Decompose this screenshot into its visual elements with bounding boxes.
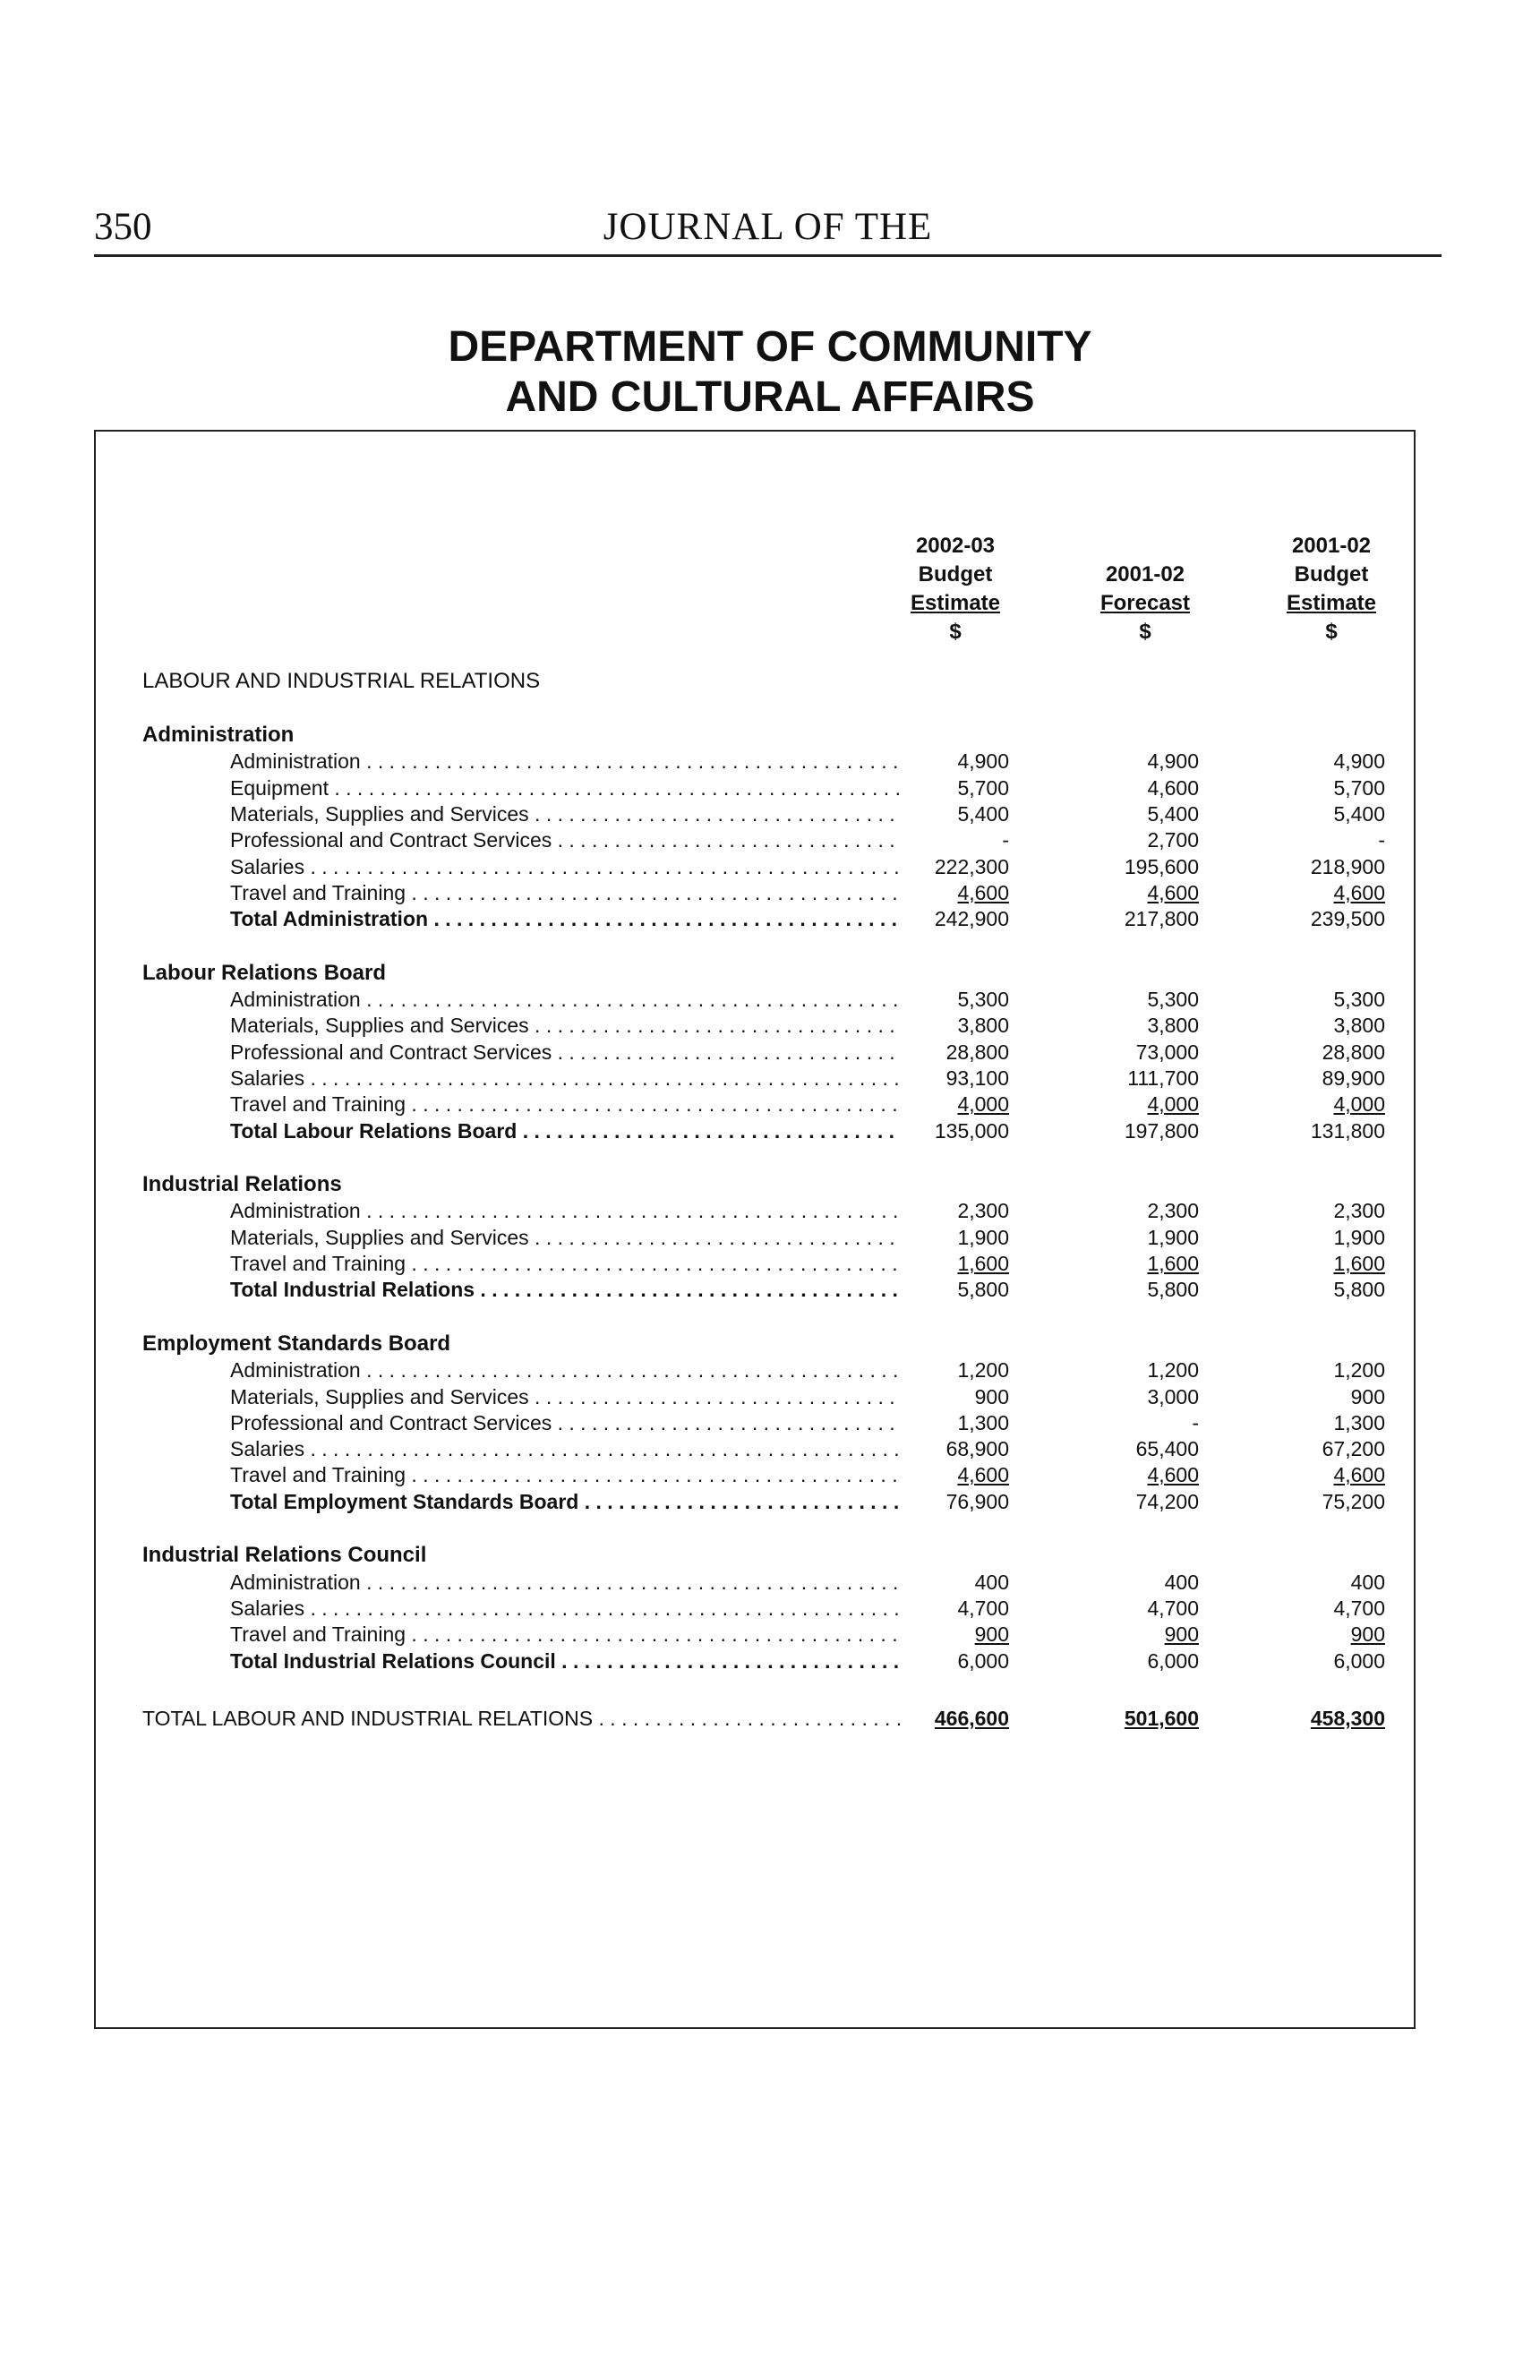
value-text: 900	[1164, 1622, 1199, 1647]
value-cell	[866, 1250, 1009, 1277]
value-cell	[866, 1012, 1009, 1039]
section-total	[96, 905, 1417, 932]
value-text: -	[1378, 828, 1385, 852]
value-cell	[1056, 1409, 1199, 1436]
value-cell	[866, 1357, 1009, 1383]
value-text: 197,800	[1124, 1118, 1199, 1143]
section-title: Administration	[142, 723, 295, 747]
value-cell	[1056, 853, 1199, 880]
value-text: 68,900	[945, 1437, 1009, 1461]
value-cell	[866, 1091, 1009, 1117]
value-cell	[1056, 986, 1199, 1013]
line-item	[96, 1224, 1417, 1251]
column-header-line	[1056, 532, 1235, 561]
value-text: 1,900	[1333, 1225, 1385, 1249]
value-cell	[1056, 1383, 1199, 1410]
value-cell	[1242, 853, 1385, 880]
value-text: 1,600	[957, 1252, 1009, 1275]
section-title: Labour Relations Board	[142, 960, 387, 985]
value-cell	[1056, 1357, 1199, 1383]
value-text: 4,000	[1147, 1092, 1199, 1117]
value-cell	[866, 1197, 1009, 1224]
section-title: Industrial Relations Council	[142, 1543, 427, 1568]
column-header-line: 2001-02	[1291, 534, 1372, 558]
section-total	[96, 1648, 1417, 1674]
value-text: 5,800	[1333, 1278, 1385, 1302]
value-text: -	[1192, 1410, 1199, 1434]
column-header-line: 2001-02	[1105, 562, 1185, 586]
value-cell	[1056, 1488, 1199, 1515]
value-cell	[866, 775, 1009, 801]
value-cell	[866, 826, 1009, 853]
value-cell	[1056, 1569, 1199, 1596]
value-text: 131,800	[1310, 1118, 1385, 1143]
value-text: 4,600	[957, 1463, 1009, 1487]
value-cell	[1242, 1039, 1385, 1066]
value-text: 195,600	[1124, 854, 1199, 878]
value-cell	[1056, 905, 1199, 932]
value-cell	[1056, 1117, 1199, 1144]
value-text: 4,900	[1333, 749, 1385, 774]
value-text: 4,600	[1147, 775, 1199, 800]
value-cell	[1242, 1012, 1385, 1039]
row-label: Administration . . .	[230, 986, 902, 1013]
value-cell	[1242, 1648, 1385, 1674]
value-cell	[1056, 1705, 1199, 1732]
value-text: 1,900	[1147, 1225, 1199, 1249]
value-cell	[1242, 748, 1385, 775]
value-cell	[1056, 1250, 1199, 1277]
line-item	[96, 775, 1417, 801]
line-item	[96, 1621, 1417, 1648]
value-text: 4,900	[957, 749, 1009, 774]
row-label: Administration . . .	[230, 1569, 902, 1596]
journal-title: JOURNAL OF THE	[603, 206, 933, 248]
value-text: 65,400	[1135, 1437, 1199, 1461]
value-text: 2,300	[1147, 1199, 1199, 1223]
row-label: Total Employment Standards Board . . .	[230, 1488, 902, 1515]
value-text: 1,200	[1333, 1358, 1385, 1383]
value-text: 5,300	[957, 988, 1009, 1011]
value-cell	[1242, 826, 1385, 853]
row-label: Travel and Training . . .	[230, 879, 902, 906]
value-cell	[1056, 1091, 1199, 1117]
value-cell	[866, 1224, 1009, 1251]
value-text: 4,700	[957, 1596, 1009, 1620]
value-cell	[1242, 1276, 1385, 1303]
value-text: 4,600	[1333, 1463, 1385, 1487]
department-title-line-1: DEPARTMENT OF COMMUNITY	[448, 323, 1092, 371]
row-label: Total Industrial Relations Council . . .	[230, 1648, 902, 1674]
value-text: 4,600	[1147, 880, 1199, 904]
row-label: Equipment . . .	[230, 775, 902, 801]
column-header-underlined: Estimate	[1286, 591, 1377, 615]
value-text: -	[1002, 828, 1009, 852]
value-text: 458,300	[1310, 1707, 1385, 1731]
value-cell	[1056, 748, 1199, 775]
value-text: 501,600	[1124, 1707, 1199, 1731]
value-cell	[1242, 986, 1385, 1013]
value-cell	[1242, 1383, 1385, 1410]
value-text: 3,800	[1147, 1014, 1199, 1038]
row-label: Materials, Supplies and Services . . .	[230, 1224, 902, 1251]
value-text: 400	[974, 1570, 1009, 1594]
row-label: Materials, Supplies and Services . . .	[230, 1012, 902, 1039]
value-cell	[1242, 1250, 1385, 1277]
department-title-line-2: AND CULTURAL AFFAIRS	[505, 373, 1035, 421]
value-cell	[1242, 1357, 1385, 1383]
value-text: 6,000	[1333, 1648, 1385, 1673]
column-header-line: Budget	[1294, 562, 1369, 586]
value-cell	[1056, 1276, 1199, 1303]
value-text: 74,200	[1135, 1489, 1199, 1513]
value-cell	[866, 905, 1009, 932]
value-text: 239,500	[1310, 907, 1385, 931]
column-unit: $	[1139, 620, 1151, 644]
value-cell	[1242, 1117, 1385, 1144]
column-header-line: 2002-03	[915, 534, 996, 558]
value-text: 3,800	[957, 1014, 1009, 1038]
line-item	[96, 1012, 1417, 1039]
value-text: 4,600	[1333, 880, 1385, 904]
section-total	[96, 1276, 1417, 1303]
value-cell	[866, 1117, 1009, 1144]
section-total	[96, 1117, 1417, 1144]
row-label: Materials, Supplies and Services . . .	[230, 1383, 902, 1410]
line-item	[96, 853, 1417, 880]
row-label: Salaries . . .	[230, 853, 902, 880]
value-cell	[1242, 1435, 1385, 1462]
value-cell	[1056, 775, 1199, 801]
value-cell	[866, 748, 1009, 775]
value-cell	[1242, 1595, 1385, 1622]
row-label: Administration . . .	[230, 1197, 902, 1224]
row-label: Salaries . . .	[230, 1595, 902, 1622]
value-text: 5,400	[1147, 801, 1199, 826]
value-text: 4,900	[1147, 749, 1199, 774]
value-text: 28,800	[1322, 1040, 1385, 1064]
value-cell	[1056, 879, 1199, 906]
value-text: 1,600	[1147, 1252, 1199, 1275]
line-item	[96, 1569, 1417, 1596]
value-text: 4,700	[1333, 1596, 1385, 1620]
row-label: Materials, Supplies and Services . . .	[230, 800, 902, 827]
value-text: 1,600	[1333, 1252, 1385, 1275]
value-cell	[1056, 1012, 1199, 1039]
value-text: 466,600	[934, 1707, 1009, 1731]
value-text: 4,000	[1333, 1092, 1385, 1117]
value-text: 3,000	[1147, 1384, 1199, 1408]
value-text: 5,400	[1333, 801, 1385, 826]
value-text: 28,800	[945, 1040, 1009, 1064]
row-label: Professional and Contract Services . . .	[230, 826, 902, 853]
value-cell	[866, 1488, 1009, 1515]
value-cell	[1242, 1461, 1385, 1488]
line-item	[96, 1357, 1417, 1383]
value-cell	[866, 1383, 1009, 1410]
column-header	[1056, 532, 1235, 646]
value-cell	[1242, 1569, 1385, 1596]
value-cell	[866, 800, 1009, 827]
value-text: 1,200	[1147, 1358, 1199, 1383]
value-text: 135,000	[934, 1118, 1009, 1143]
department-title	[0, 322, 1540, 423]
row-label: Total Administration . . .	[230, 905, 902, 932]
line-item	[96, 1250, 1417, 1277]
value-text: 5,400	[957, 801, 1009, 826]
column-header	[1242, 532, 1421, 646]
value-text: 2,300	[1333, 1199, 1385, 1223]
value-cell	[866, 1435, 1009, 1462]
column-unit: $	[1325, 620, 1338, 644]
value-text: 2,700	[1147, 828, 1199, 852]
value-cell	[1056, 1224, 1199, 1251]
value-cell	[866, 1039, 1009, 1066]
value-text: 5,800	[1147, 1278, 1199, 1302]
value-text: 6,000	[957, 1648, 1009, 1673]
grand-total	[96, 1705, 1417, 1732]
value-text: 900	[974, 1384, 1009, 1408]
value-cell	[1242, 1488, 1385, 1515]
value-cell	[866, 879, 1009, 906]
row-label: Professional and Contract Services . . .	[230, 1409, 902, 1436]
value-text: 900	[974, 1622, 1009, 1647]
value-cell	[1056, 1039, 1199, 1066]
value-cell	[866, 1648, 1009, 1674]
line-item	[96, 1065, 1417, 1092]
value-text: 5,700	[1333, 775, 1385, 800]
value-cell	[1242, 1705, 1385, 1732]
section-total	[96, 1488, 1417, 1515]
value-cell	[1242, 1065, 1385, 1092]
row-label: Travel and Training . . .	[230, 1621, 902, 1648]
value-text: 222,300	[934, 854, 1009, 878]
line-item	[96, 1383, 1417, 1410]
value-cell	[866, 853, 1009, 880]
row-label: Administration . . .	[230, 1357, 902, 1383]
value-cell	[866, 1705, 1009, 1732]
column-header-underlined: Estimate	[910, 591, 1001, 615]
row-label: Total Labour Relations Board . . .	[230, 1117, 902, 1144]
value-text: 5,300	[1333, 988, 1385, 1011]
value-text: 4,000	[957, 1092, 1009, 1117]
page-header	[94, 204, 1442, 257]
value-cell	[1056, 800, 1199, 827]
value-cell	[1242, 1224, 1385, 1251]
value-cell	[1056, 1065, 1199, 1092]
value-cell	[1056, 1621, 1199, 1648]
value-text: 1,300	[957, 1410, 1009, 1434]
section-title: Industrial Relations	[142, 1172, 342, 1197]
value-text: 5,700	[957, 775, 1009, 800]
row-label: Travel and Training . . .	[230, 1091, 902, 1117]
value-cell	[866, 1276, 1009, 1303]
budget-table	[94, 430, 1416, 2029]
value-cell	[1242, 905, 1385, 932]
value-text: 400	[1350, 1570, 1385, 1594]
value-cell	[1242, 879, 1385, 906]
value-text: 89,900	[1322, 1066, 1385, 1090]
line-item	[96, 826, 1417, 853]
value-text: 4,600	[957, 880, 1009, 904]
value-text: 4,700	[1147, 1596, 1199, 1620]
value-text: 111,700	[1127, 1066, 1199, 1090]
value-text: 75,200	[1322, 1489, 1385, 1513]
value-text: 4,600	[1147, 1463, 1199, 1487]
value-cell	[1056, 1648, 1199, 1674]
line-item	[96, 879, 1417, 906]
value-text: 400	[1164, 1570, 1199, 1594]
column-header-line: Budget	[918, 562, 993, 586]
value-text: 218,900	[1310, 854, 1385, 878]
row-label: TOTAL LABOUR AND INDUSTRIAL RELATIONS . . .	[142, 1705, 903, 1732]
value-text: 6,000	[1147, 1648, 1199, 1673]
line-item	[96, 748, 1417, 775]
line-item	[96, 986, 1417, 1013]
row-label: Professional and Contract Services . . .	[230, 1039, 902, 1066]
value-cell	[1242, 800, 1385, 827]
value-cell	[1242, 1197, 1385, 1224]
value-cell	[866, 1409, 1009, 1436]
value-text: 73,000	[1135, 1040, 1199, 1064]
row-label: Salaries . . .	[230, 1435, 902, 1462]
value-text: 93,100	[945, 1066, 1009, 1090]
value-text: 5,800	[957, 1278, 1009, 1302]
line-item	[96, 1595, 1417, 1622]
value-text: 217,800	[1124, 907, 1199, 931]
column-header	[866, 532, 1045, 646]
value-text: 2,300	[957, 1199, 1009, 1223]
value-text: 900	[1350, 1622, 1385, 1647]
value-text: 900	[1350, 1384, 1385, 1408]
value-text: 67,200	[1322, 1437, 1385, 1461]
page-number: 350	[94, 206, 152, 248]
major-section-title: LABOUR AND INDUSTRIAL RELATIONS	[142, 669, 541, 693]
value-cell	[1242, 1621, 1385, 1648]
value-cell	[866, 1569, 1009, 1596]
value-cell	[866, 1065, 1009, 1092]
value-cell	[1056, 1435, 1199, 1462]
value-cell	[866, 1595, 1009, 1622]
value-cell	[866, 1621, 1009, 1648]
line-item	[96, 1091, 1417, 1117]
column-unit: $	[949, 620, 962, 644]
value-cell	[1056, 1197, 1199, 1224]
value-text: 1,900	[957, 1225, 1009, 1249]
value-cell	[1056, 1461, 1199, 1488]
line-item	[96, 1435, 1417, 1462]
line-item	[96, 800, 1417, 827]
row-label: Total Industrial Relations . . .	[230, 1276, 902, 1303]
line-item	[96, 1409, 1417, 1436]
value-cell	[866, 1461, 1009, 1488]
line-item	[96, 1461, 1417, 1488]
value-text: 1,300	[1333, 1410, 1385, 1434]
value-cell	[1056, 1595, 1199, 1622]
line-item	[96, 1039, 1417, 1066]
value-text: 3,800	[1333, 1014, 1385, 1038]
value-cell	[866, 986, 1009, 1013]
row-label: Travel and Training . . .	[230, 1250, 902, 1277]
value-cell	[1242, 1091, 1385, 1117]
value-text: 242,900	[934, 907, 1009, 931]
row-label: Salaries . . .	[230, 1065, 902, 1092]
value-cell	[1242, 1409, 1385, 1436]
value-cell	[1056, 826, 1199, 853]
row-label: Administration . . .	[230, 748, 902, 775]
value-text: 76,900	[945, 1489, 1009, 1513]
value-text: 5,300	[1147, 988, 1199, 1011]
line-item	[96, 1197, 1417, 1224]
value-cell	[1242, 775, 1385, 801]
column-header-underlined: Forecast	[1099, 591, 1191, 615]
section-title: Employment Standards Board	[142, 1331, 451, 1356]
value-text: 1,200	[957, 1358, 1009, 1383]
row-label: Travel and Training . . .	[230, 1461, 902, 1488]
